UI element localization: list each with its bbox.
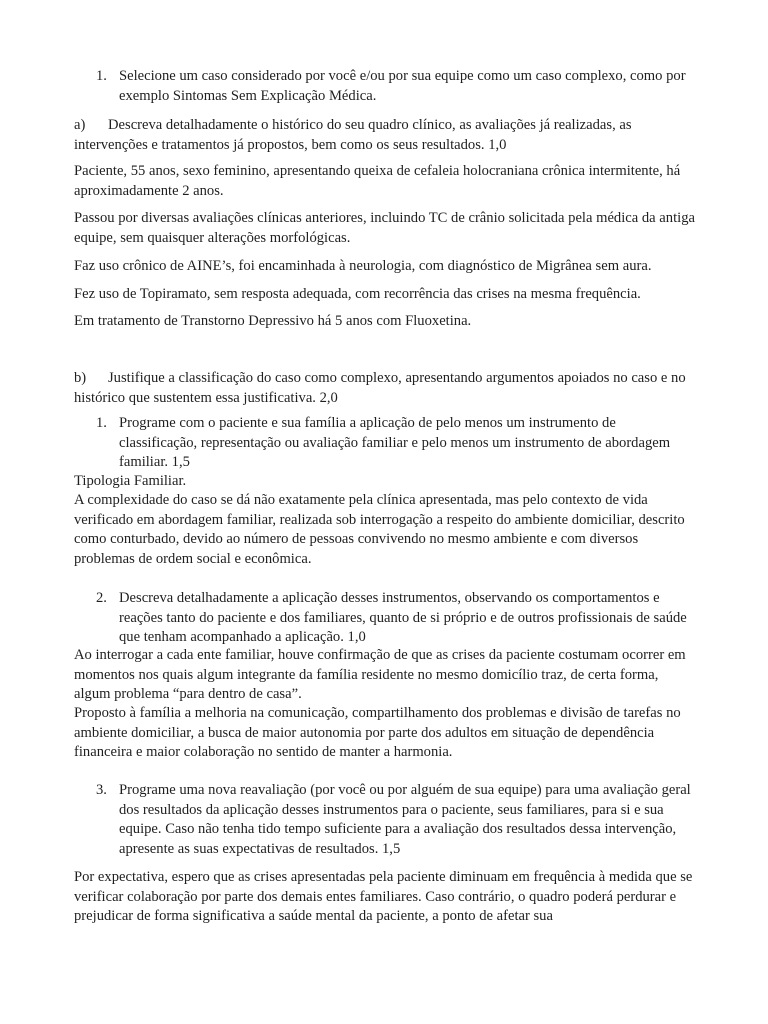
list-number: 2.	[96, 590, 107, 606]
section-a-prompt	[74, 116, 698, 155]
paragraph-patient: Paciente, 55 anos, sexo feminino, apresentando queixa de cefaleia holocraniana crônica intermitente, há aproximadamente 2 anos.	[74, 163, 681, 199]
paragraph-evaluations: Passou por diversas avaliações clínicas anteriores, incluindo TC de crânio solicitada pela médica da antiga equipe, sem quaisquer alterações morfológicas.	[74, 210, 695, 246]
section-a-label: a)	[74, 117, 86, 133]
section-b-text: Justifique a classificação do caso como complexo, apresentando argumentos apoiados no caso e no histórico que sustentem essa justificativa. 2,0	[74, 370, 686, 406]
item-3-text: Programe uma nova reavaliação (por você ou por alguém de sua equipe) para uma avaliação geral dos resultados da aplicação desses instrumentos para o paciente, seus familiares, para si e sua equipe. Caso não tenha tido tempo suficiente para a avaliação dos resultados dessa intervenção, apresente as suas expectativas de resultados. 1,5	[119, 782, 691, 857]
list-number: 1.	[96, 415, 107, 431]
paragraph-tipologia: Tipologia Familiar.	[74, 473, 187, 489]
section-b-label: b)	[74, 370, 87, 386]
paragraph-interrogar: Ao interrogar a cada ente familiar, houve confirmação de que as crises da paciente costumam ocorrer em momentos nos quais algum integrante da família residente no mesmo domicílio traz, de certa forma, algum problema “para dentro de casa”.	[74, 647, 686, 702]
section-b-prompt	[74, 369, 698, 408]
paragraph-complexidade: A complexidade do caso se dá não exatamente pela clínica apresentada, mas pelo contexto de vida verificado em abordagem familiar, realizada sob interrogação a respeito do ambiente domiciliar, descrito como conturbado, devido ao número de pessoas convivendo no mesmo ambiente e com diversos problemas de ordem social e econômica.	[74, 492, 685, 567]
question-1-text: Selecione um caso considerado por você e/ou por sua equipe como um caso complexo, como por exemplo Sintomas Sem Explicação Médica.	[119, 68, 686, 104]
question-1	[96, 67, 696, 106]
paragraph-fluoxetina: Em tratamento de Transtorno Depressivo há 5 anos com Fluoxetina.	[74, 313, 472, 329]
list-number: 1.	[96, 68, 107, 84]
list-number: 3.	[96, 782, 107, 798]
item-3	[96, 781, 696, 859]
item-1-text: Programe com o paciente e sua família a aplicação de pelo menos um instrumento de classificação, representação ou avaliação familiar e pelo menos um instrumento de abordagem familiar. 1,5	[119, 415, 671, 470]
paragraph-aine: Faz uso crônico de AINE’s, foi encaminhada à neurologia, com diagnóstico de Migrânea sem aura.	[74, 258, 652, 274]
paragraph-expectativa: Por expectativa, espero que as crises apresentadas pela paciente diminuam em frequência à medida que se verificar colaboração por parte dos demais entes familiares. Caso contrário, o quadro poderá perdurar e prejudicar de forma significativa a saúde mental da paciente, a ponto de afetar sua	[74, 869, 693, 924]
item-1	[96, 414, 696, 473]
item-2-text: Descreva detalhadamente a aplicação desses instrumentos, observando os comportamentos e reações tanto do paciente e dos familiares, quanto de si próprio e de outros profissionais de saúde que tenham acompanhado a aplicação. 1,0	[119, 590, 687, 645]
paragraph-proposto: Proposto à família a melhoria na comunicação, compartilhamento dos problemas e divisão de tarefas no ambiente domiciliar, a busca de maior autonomia por parte dos adultos em situação de dependência financeira e maior colaboração no sentido de manter a harmonia.	[74, 705, 681, 760]
section-a-text: Descreva detalhadamente o histórico do seu quadro clínico, as avaliações já realizadas, as intervenções e tratamentos já propostos, bem como os seus resultados. 1,0	[74, 117, 632, 153]
item-2	[96, 589, 696, 648]
paragraph-topiramato: Fez uso de Topiramato, sem resposta adequada, com recorrência das crises na mesma frequência.	[74, 286, 641, 302]
